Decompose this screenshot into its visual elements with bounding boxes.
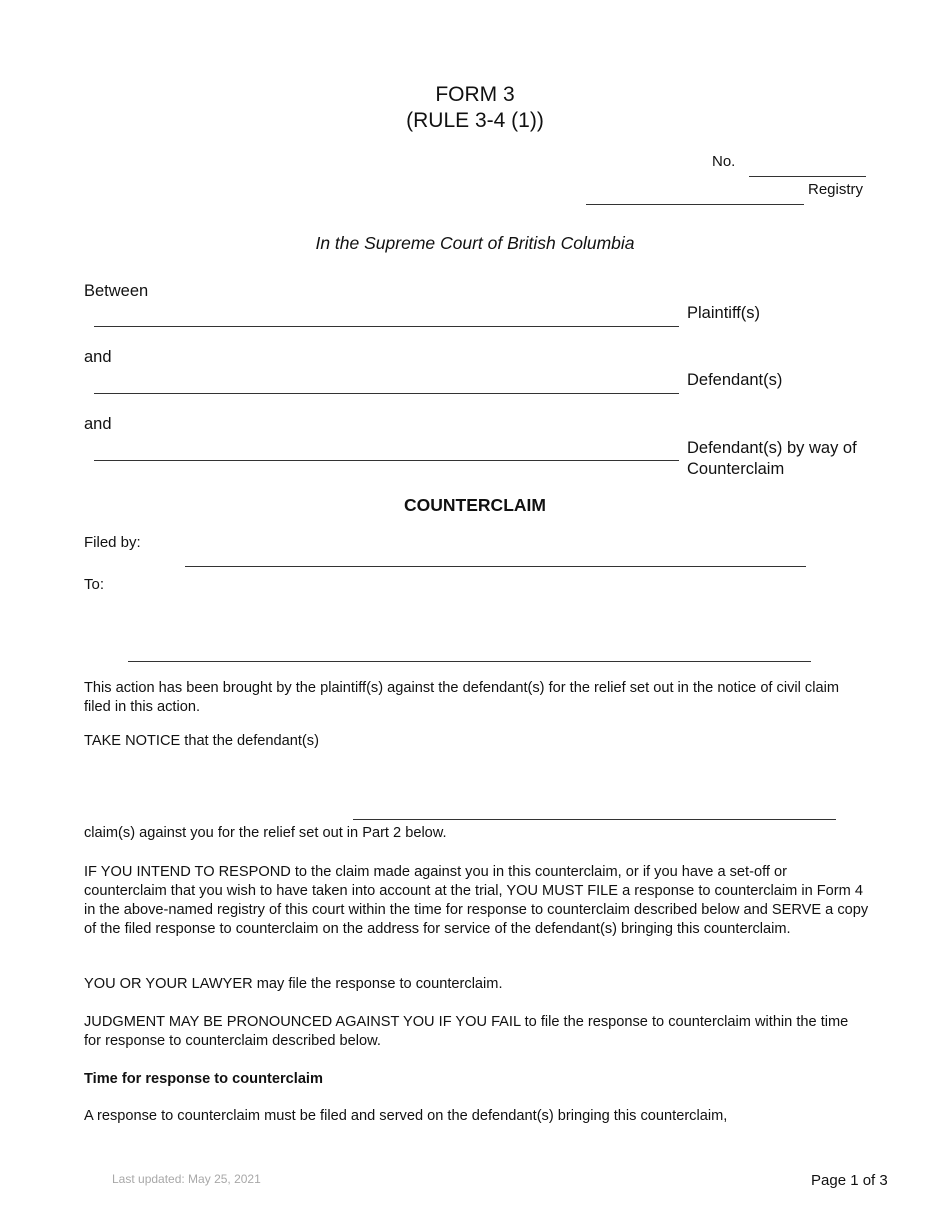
- last-updated: Last updated: May 25, 2021: [112, 1172, 261, 1186]
- file-number-label: No.: [712, 153, 736, 170]
- plaintiff-name-line[interactable]: [94, 326, 679, 327]
- counterclaim-defendant-name-line[interactable]: [94, 460, 679, 461]
- claims-text: claim(s) against you for the relief set out in Part 2 below.: [84, 825, 447, 841]
- and-label-2: and: [84, 415, 112, 433]
- intro-paragraph: This action has been brought by the plaintiff(s) against the defendant(s) for the relief set out in the notice of civil claim filed in this action.: [84, 680, 839, 715]
- lawyer-paragraph: YOU OR YOUR LAWYER may file the response to counterclaim.: [84, 976, 503, 992]
- rule-reference: (RULE 3-4 (1)): [406, 109, 544, 132]
- filed-by-line[interactable]: [185, 566, 806, 567]
- page-number: Page 1 of 3: [811, 1172, 888, 1189]
- plaintiff-label: Plaintiff(s): [687, 304, 761, 322]
- defendant-counterclaim-label-line1: Defendant(s) by way of: [687, 439, 857, 457]
- take-notice-text: TAKE NOTICE that the defendant(s): [84, 733, 319, 749]
- respond-paragraph: IF YOU INTEND TO RESPOND to the claim made against you in this counterclaim, or if you have a set-off or counterclaim that you wish to have taken into account at the trial, YOU MUST FILE a response to counterclaim in Form 4 in the above-named registry of this court within the time for response to counterclaim described below and SERVE a copy of the filed response to counterclaim on the address for service of the defendant(s) bringing this counterclaim.: [84, 864, 869, 937]
- form-title: FORM 3: [435, 83, 515, 106]
- defendant-counterclaim-label-line2: Counterclaim: [687, 460, 785, 478]
- defendant-name-line[interactable]: [94, 393, 679, 394]
- file-number-line[interactable]: [749, 176, 866, 177]
- registry-label: Registry: [808, 181, 864, 198]
- to-label: To:: [84, 576, 105, 593]
- court-name: In the Supreme Court of British Columbia: [315, 233, 635, 253]
- filed-by-label: Filed by:: [84, 534, 141, 551]
- to-line[interactable]: [128, 661, 811, 662]
- and-label-1: and: [84, 348, 112, 366]
- response-time-paragraph: A response to counterclaim must be filed and served on the defendant(s) bringing this counterclaim,: [84, 1108, 728, 1124]
- registry-line[interactable]: [586, 204, 804, 205]
- judgment-paragraph: JUDGMENT MAY BE PRONOUNCED AGAINST YOU IF YOU FAIL to file the response to counterclaim within the time for response to counterclaim described below.: [84, 1014, 849, 1049]
- section-heading: Time for response to counterclaim: [84, 1071, 323, 1087]
- document-title: COUNTERCLAIM: [404, 495, 546, 515]
- between-label: Between: [84, 282, 149, 300]
- claim-type-line[interactable]: [353, 819, 836, 820]
- defendant-label: Defendant(s): [687, 371, 783, 389]
